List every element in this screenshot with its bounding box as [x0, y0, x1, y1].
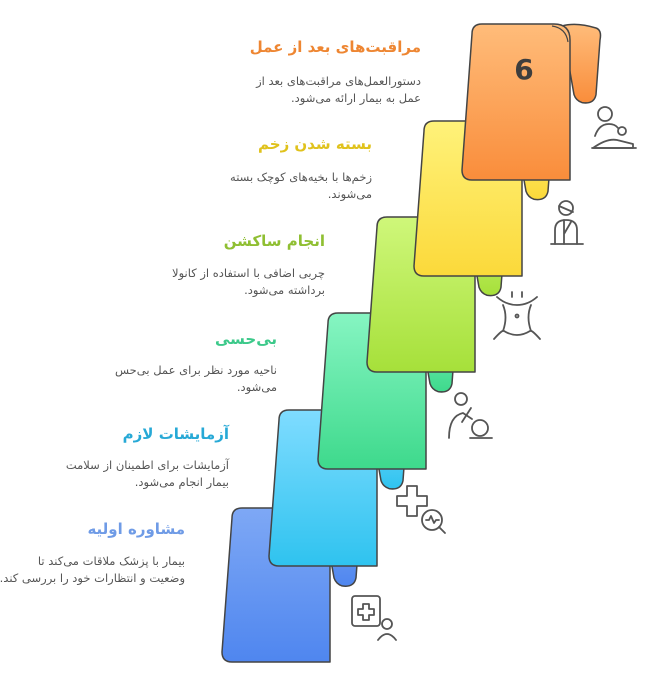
scroll-panel-6	[462, 24, 570, 180]
patient-care-icon	[592, 107, 636, 148]
step-description-1: بیمار با پزشک ملاقات می‌کند تا وضعیت و انتظارات خود را بررسی کند.	[0, 554, 185, 585]
step-title-1: مشاوره اولیه	[87, 520, 185, 538]
step-description-5: زخم‌ها با بخیه‌های کوچک بسته می‌شوند.	[230, 170, 372, 201]
step-title-3: بی‌حسی	[214, 330, 277, 348]
body-contour-icon	[494, 292, 540, 339]
step-title-4: انجام ساکشن	[223, 232, 325, 250]
step-title-6: مراقبت‌های بعد از عمل	[249, 38, 421, 56]
step-description-4: چربی اضافی با استفاده از کانولا برداشته می‌شود.	[172, 266, 325, 297]
step-description-6: دستورالعمل‌های مراقبت‌های بعد از عمل به بیمار ارائه می‌شود.	[256, 74, 421, 105]
step-title-2: آزمایشات لازم	[122, 425, 229, 443]
step-number-6: 6	[514, 53, 534, 86]
step-title-5: بسته شدن زخم	[258, 135, 372, 153]
step-description-3: ناحیه مورد نظر برای عمل بی‌حس می‌شود.	[115, 363, 277, 394]
anesthesia-icon	[449, 393, 492, 438]
health-check-icon	[397, 486, 445, 533]
step-description-2: آزمایشات برای اطمینان از سلامت بیمار انجام می‌شود.	[65, 458, 229, 489]
medical-consultation-icon	[352, 596, 396, 640]
step-scroll-6	[462, 24, 601, 180]
bandaged-patient-icon	[551, 201, 583, 244]
